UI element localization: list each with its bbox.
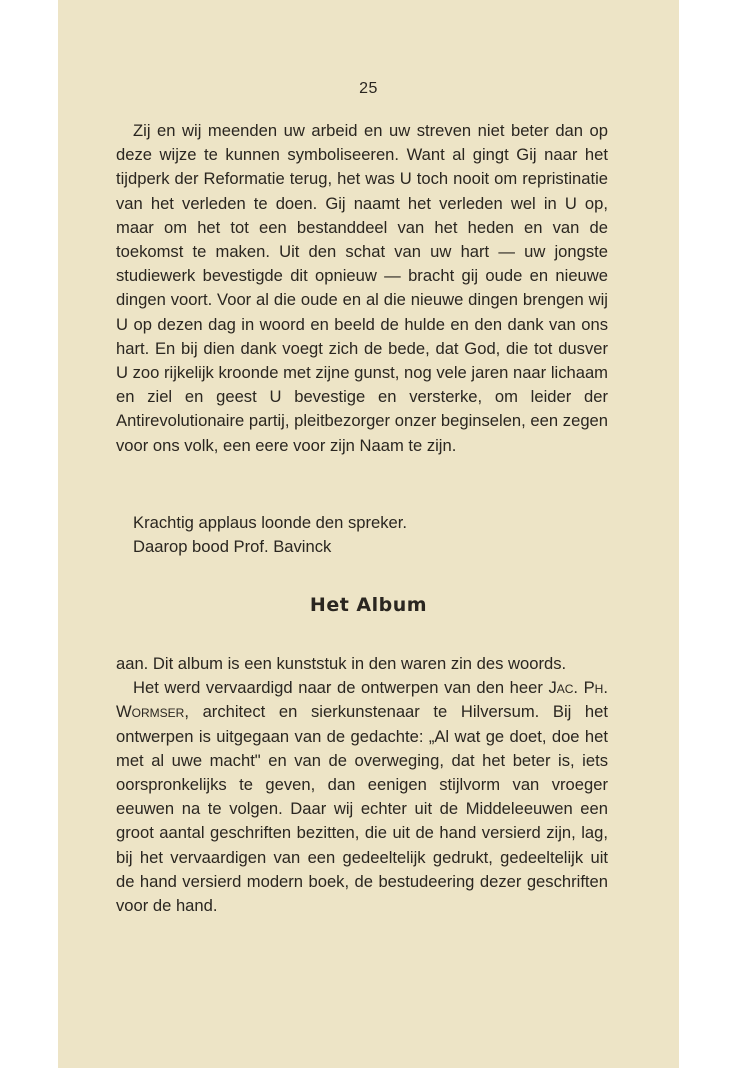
section-heading: Het Album bbox=[309, 594, 428, 616]
line-applause: Krachtig applaus loonde den spreker. bbox=[133, 513, 407, 532]
text-block-album bbox=[116, 652, 608, 918]
text-block-speech bbox=[116, 119, 608, 458]
page-number: 25 bbox=[359, 80, 378, 97]
paragraph-album-start: Het werd vervaardigd naar de ontwerpen van den heer bbox=[133, 678, 543, 698]
paragraph-album-description bbox=[116, 676, 608, 918]
text-block-transition bbox=[116, 511, 608, 559]
paragraph-album-rest: , architect en sierkunstenaar te Hilversum. Bij het ontwerpen is uitgegaan van de gedachte: „Al wat ge doet, doe het met al uwe macht" en van de overweging, dat het beter is, iets oorspronkelijks te geven, dan eenigen stijlvorm van vroeger eeuwen na te volgen. Daar wij echter uit de Middeleeuwen een groot aantal geschriften bezitten, die uit de hand versierd zijn, lag, bij het vervaardigen van een gedeeltelijk gedrukt, gedeeltelijk uit de hand versierd modern boek, de bestudeering dezer geschriften voor de hand. bbox=[116, 702, 608, 916]
line-aan: aan. Dit album is een kunststuk in den waren zin des woords. bbox=[116, 654, 567, 673]
line-bavinck: Daarop bood Prof. Bavinck bbox=[133, 537, 332, 557]
architect-name: Jac. Ph. Wormser bbox=[116, 678, 608, 722]
book-page bbox=[58, 0, 679, 1068]
paragraph-speech-closing: Zij en wij meenden uw arbeid en uw streven niet beter dan op deze wijze te kunnen symboliseeren. Want al gingt Gij naar het tijdperk der Reformatie terug, het was U toch nooit om repristinatie van het verleden te doen. Gij naamt het verleden wel in U op, maar om het tot een bestanddeel van het heden en van de toekomst te maken. Uit den schat van uw hart — uw jongste studiewerk bevestigde dit opnieuw — bracht gij oude en nieuwe dingen voort. Voor al die oude en al die nieuwe dingen brengen wij U op dezen dag in woord en beeld de hulde en den dank van ons hart. En bij dien dank voegt zich de bede, dat God, die tot dusver U zoo rijkelijk kroonde met zijne gunst, nog vele jaren naar lichaam en ziel en geest U bevestige en versterke, om leider der Antirevolutionaire partij, pleitbezorger onzer beginselen, een zegen voor ons volk, een eere voor zijn Naam te zijn. bbox=[116, 121, 608, 455]
